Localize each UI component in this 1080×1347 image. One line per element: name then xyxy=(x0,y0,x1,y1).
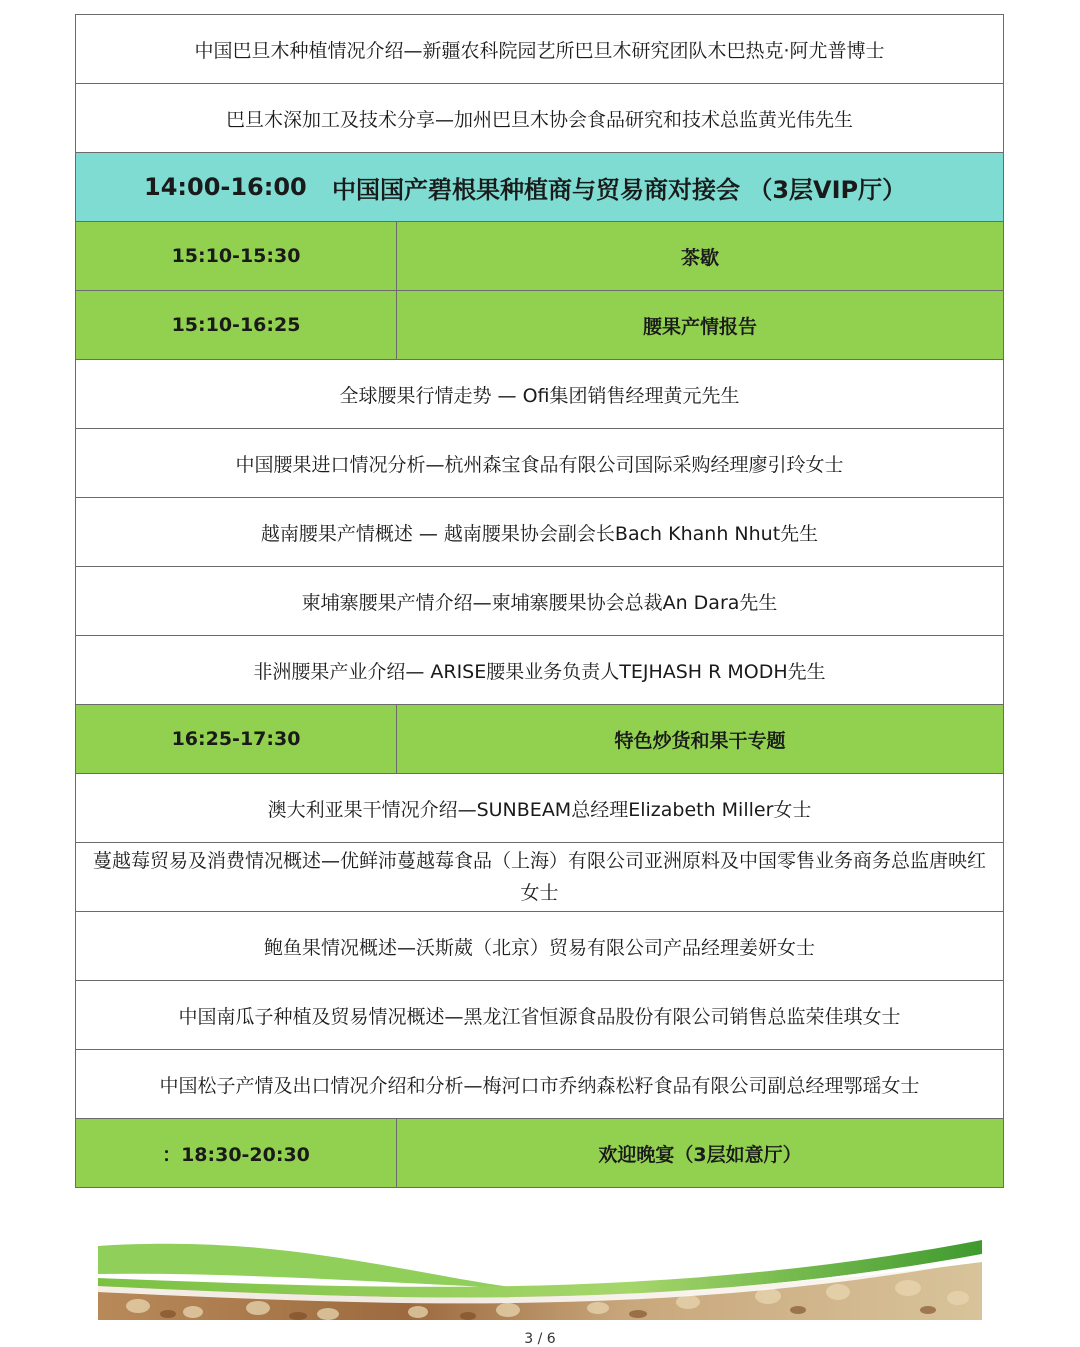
nuts-banner-image xyxy=(98,1232,982,1320)
talk-text: 蔓越莓贸易及消费情况概述—优鲜沛蔓越莓食品（上海）有限公司亚洲原料及中国零售业务商务总监唐映红女士 xyxy=(92,850,986,904)
talk-text: 非洲腰果产业介绍— ARISE腰果业务负责人TEJHASH R MODH先生 xyxy=(253,660,826,683)
talk-text: 巴旦木深加工及技术分享—加州巴旦木协会食品研究和技术总监黄光伟先生 xyxy=(225,108,853,131)
session-title: 茶歇 xyxy=(680,246,719,269)
talk-text: 柬埔寨腰果产情介绍—柬埔寨腰果协会总裁An Dara先生 xyxy=(301,591,778,614)
talk-text: 全球腰果行情走势 — Ofi集团销售经理黄元先生 xyxy=(339,384,740,407)
talk-text: 越南腰果产情概述 — 越南腰果协会副会长Bach Khanh Nhut先生 xyxy=(260,522,819,545)
session-title: 特色炒货和果干专题 xyxy=(614,729,786,752)
page-number: 3 / 6 xyxy=(524,1331,556,1347)
session-row xyxy=(75,1119,1004,1188)
talk-text: 澳大利亚果干情况介绍—SUNBEAM总经理Elizabeth Miller女士 xyxy=(267,798,812,821)
talk-row xyxy=(75,843,1004,912)
session-title: 中国国产碧根果种植商与贸易商对接会 （3层VIP厅） xyxy=(332,175,907,204)
session-title: 欢迎晚宴（3层如意厅） xyxy=(598,1143,802,1166)
talk-text: 中国巴旦木种植情况介绍—新疆农科院园艺所巴旦木研究团队木巴热克·阿尤普博士 xyxy=(194,39,885,62)
talk-text: 鲍鱼果情况概述—沃斯葳（北京）贸易有限公司产品经理姜妍女士 xyxy=(263,936,815,959)
session-row xyxy=(75,291,1004,360)
talk-row xyxy=(75,84,1004,153)
talk-row xyxy=(75,498,1004,567)
talk-row xyxy=(75,1050,1004,1119)
talk-row xyxy=(75,360,1004,429)
schedule-table xyxy=(75,14,1004,1188)
talk-row xyxy=(75,912,1004,981)
talk-text: 中国腰果进口情况分析—杭州森宝食品有限公司国际采购经理廖引玲女士 xyxy=(235,453,844,476)
session-row xyxy=(75,705,1004,774)
session-time: ：18:30-20:30 xyxy=(76,1119,397,1187)
talk-text: 中国松子产情及出口情况介绍和分析—梅河口市乔纳森松籽食品有限公司副总经理鄂瑶女士 xyxy=(159,1074,920,1097)
talk-row xyxy=(75,567,1004,636)
talk-row xyxy=(75,636,1004,705)
talk-row xyxy=(75,429,1004,498)
session-time: 15:10-16:25 xyxy=(76,291,397,359)
talk-row xyxy=(75,774,1004,843)
session-time: 14:00-16:00 xyxy=(144,173,307,201)
session-time: 15:10-15:30 xyxy=(76,222,397,290)
session-header-row xyxy=(75,153,1004,222)
session-row xyxy=(75,222,1004,291)
talk-row xyxy=(75,981,1004,1050)
session-time: 16:25-17:30 xyxy=(76,705,397,773)
talk-text: 中国南瓜子种植及贸易情况概述—黑龙江省恒源食品股份有限公司销售总监荣佳琪女士 xyxy=(178,1005,901,1028)
session-title: 腰果产情报告 xyxy=(642,315,757,338)
talk-row xyxy=(75,15,1004,84)
